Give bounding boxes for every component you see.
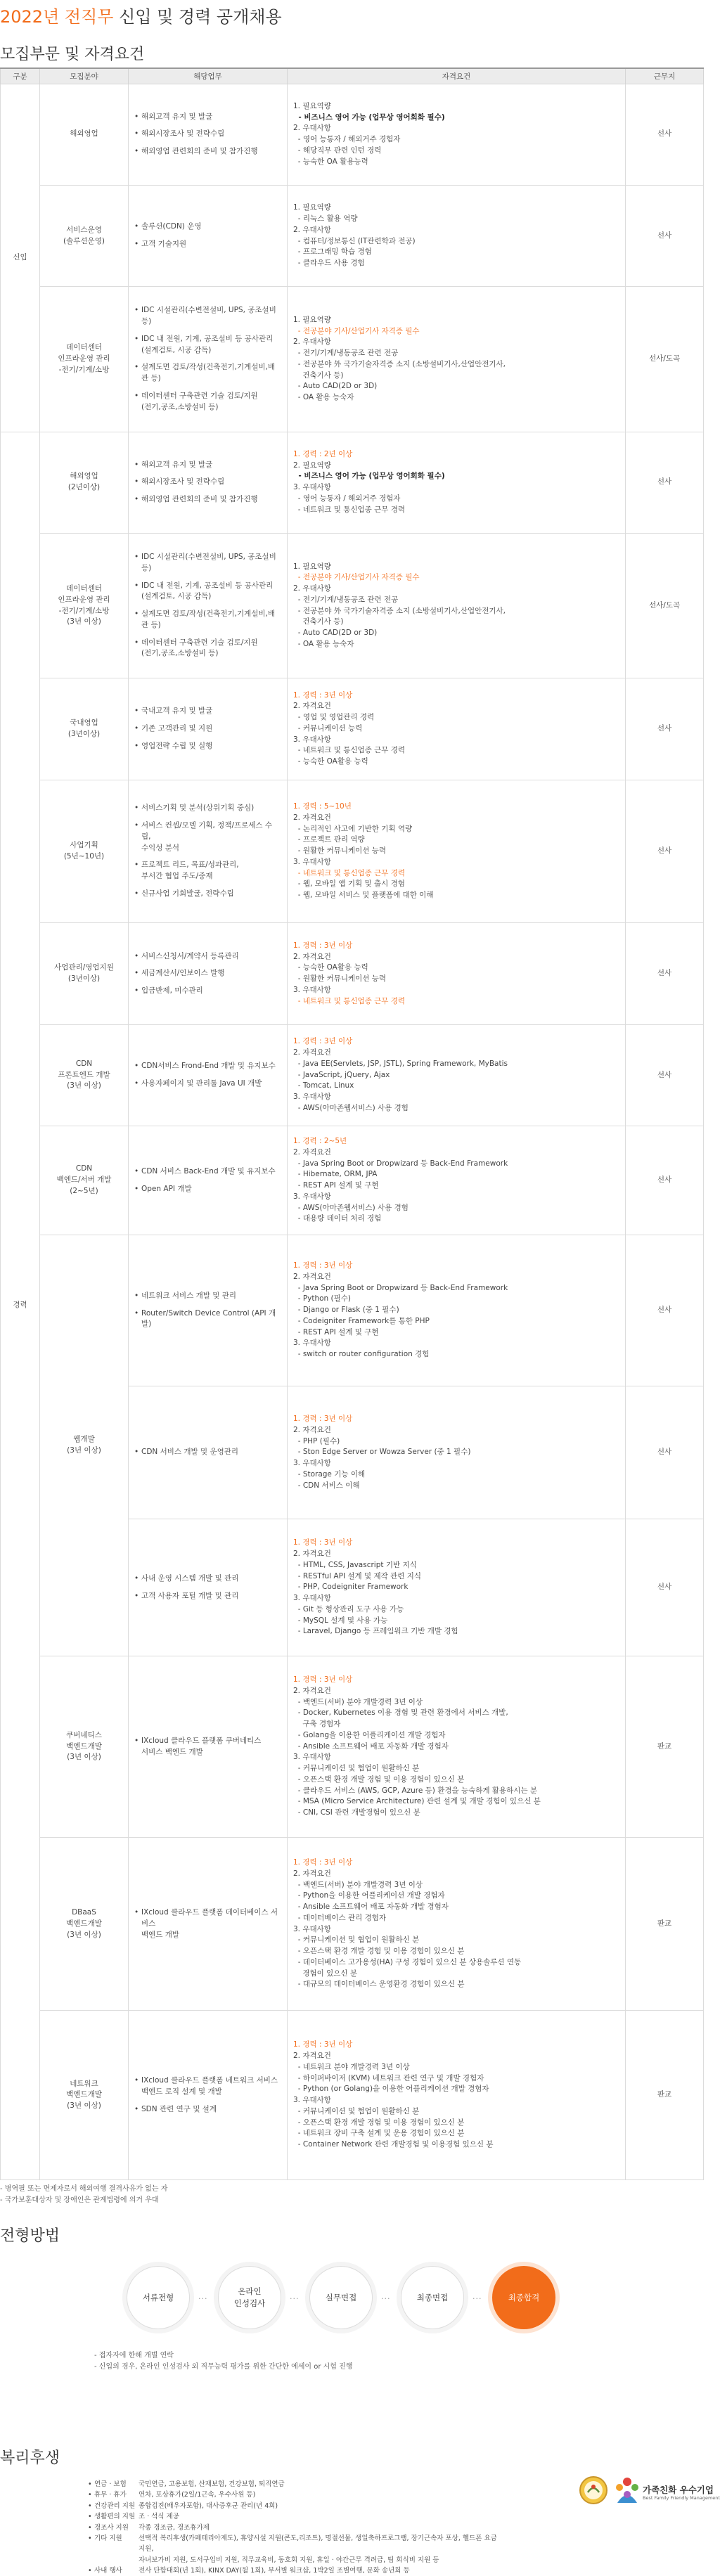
duty-item: • 사내 운영 시스템 개발 및 관리 — [134, 1573, 281, 1585]
step-connector: ··· — [472, 2294, 482, 2303]
requirement-line: - 컴퓨터/정보통신 (IT관련학과 전공) — [293, 236, 416, 245]
requirements-cell — [288, 84, 626, 185]
requirement-line: 2. 자격요건 — [293, 1048, 331, 1057]
duty-item: • 해외시장조사 및 전략수립 — [134, 129, 281, 140]
table-header-row — [1, 68, 704, 84]
location-cell: 판교 — [626, 1837, 704, 2010]
process-step: 실무면접 — [309, 2266, 373, 2329]
requirement-line: 1. 경력 : 3년 이상 — [293, 1858, 353, 1867]
requirement-line: 3. 우대사항 — [293, 735, 331, 744]
field-cell: 쿠버네티스 백엔드개발 (3년 이상) — [40, 1656, 129, 1838]
requirement-line: - AWS(아마존웹서비스) 사용 경험 — [293, 1103, 409, 1112]
duties-cell — [129, 1235, 288, 1386]
benefit-label: • 휴무 · 휴가 — [88, 2490, 139, 2500]
requirement-line: 3. 우대사항 — [293, 985, 331, 994]
requirement-line: - 커뮤니케이션 능력 — [293, 723, 363, 733]
requirement-line: 3. 우대사항 — [293, 1093, 331, 1102]
table-row — [1, 533, 704, 678]
benefit-label: • 연금 · 보험 — [88, 2479, 139, 2490]
duty-item: • CDN 서비스 개발 및 운영관리 — [134, 1447, 281, 1458]
benefits-list — [88, 2479, 503, 2576]
requirements-cell — [288, 1519, 626, 1656]
table-row — [1, 923, 704, 1024]
requirements-cell — [288, 185, 626, 286]
duty-item: • 고객 사용자 포털 개발 및 관리 — [134, 1591, 281, 1602]
duties-cell — [129, 1656, 288, 1838]
requirement-line: 1. 경력 : 3년 이상 — [293, 2040, 353, 2049]
requirement-line: - 네트워크 장비 구축 설계 및 운용 경험이 있으신 분 — [293, 2129, 465, 2138]
table-row — [1, 287, 704, 432]
requirement-line: 3. 우대사항 — [293, 1192, 331, 1201]
requirement-line: 2. 우대사항 — [293, 225, 331, 234]
requirement-line: - REST API 설계 및 구현 — [293, 1327, 379, 1337]
table-row — [1, 1126, 704, 1235]
process-notes — [94, 2350, 352, 2373]
duty-item: • 해외영업 관련회의 준비 및 참가진행 — [134, 146, 281, 157]
requirement-line: - 능숙한 OA활용 능력 — [293, 963, 368, 972]
benefit-value: 조 · 석식 제공 — [139, 2513, 179, 2521]
duties-cell — [129, 533, 288, 678]
requirement-line: - switch or router configuration 경험 — [293, 1350, 430, 1359]
duty-item: • 해외고객 유지 및 발굴 — [134, 460, 281, 471]
benefit-item — [88, 2479, 503, 2490]
requirement-line: 1. 경력 : 3년 이상 — [293, 1538, 353, 1547]
process-step: 최종면접 — [401, 2266, 464, 2329]
process-step: 서류전형 — [127, 2266, 190, 2329]
duties-cell — [129, 2011, 288, 2180]
requirement-line: 2. 자격요건 — [293, 813, 331, 822]
note-line: - 접자자에 한해 개별 연락 — [94, 2352, 174, 2359]
recruitment-table — [0, 67, 704, 2180]
family-friendly-logo-icon — [613, 2475, 641, 2507]
benefit-item — [88, 2511, 503, 2522]
requirement-line: - Java Spring Boot or Dropwizard 등 Back-End Framework — [293, 1283, 508, 1292]
duty-item: • 해외영업 관련회의 준비 및 참가진행 — [134, 494, 281, 505]
location-cell: 선사/도곡 — [626, 533, 704, 678]
duty-item: • 네트워크 서비스 개발 및 관리 — [134, 1291, 281, 1302]
requirement-line: - OA 활용 능숙자 — [293, 393, 354, 402]
requirement-line: - Codeigniter Framework를 통한 PHP — [293, 1316, 430, 1325]
requirement-line: 2. 자격요건 — [293, 1686, 331, 1695]
requirement-line: - 네트워크 및 통신업종 근무 경력 — [293, 746, 406, 755]
requirement-line: 2. 자격요건 — [293, 1425, 331, 1434]
location-cell: 선사/도곡 — [626, 287, 704, 432]
note-line: - 국가보훈대상자 및 장애인은 관계법령에 의거 우대 — [0, 2196, 159, 2204]
requirement-line: 1. 경력 : 3년 이상 — [293, 941, 353, 950]
requirement-line: 1. 경력 : 2~5년 — [293, 1137, 347, 1146]
location-cell: 선사 — [626, 185, 704, 286]
requirement-line: - 하이퍼바이저 (KVM) 네트워크 관련 연구 및 개발 경험자 — [293, 2073, 484, 2082]
requirement-line: - 커뮤니케이션 및 협업이 원활하신 분 — [293, 1936, 420, 1945]
duties-cell — [129, 432, 288, 533]
requirements-cell — [288, 533, 626, 678]
requirement-line: - 대용량 데이터 처리 경험 — [293, 1214, 382, 1223]
duties-cell — [129, 1837, 288, 2010]
requirement-line: - CNI, CSI 관련 개발경험이 있으신 분 — [293, 1808, 420, 1817]
requirement-line: - 전공분야 外 국가기술자격증 소지 (소방설비기사,산업안전기사, 건축기사 등) — [297, 359, 506, 380]
benefit-item — [88, 2501, 503, 2511]
requirement-line: - Laravel, Django 등 프레임워크 기반 개발 경험 — [293, 1627, 458, 1636]
location-cell: 선사 — [626, 1024, 704, 1126]
duty-item: • CDN서비스 Frond-End 개발 및 유지보수 — [134, 1061, 281, 1072]
requirement-line: - PHP (필수) — [293, 1436, 340, 1445]
requirement-line: - 네트워크 및 통신업종 근무 경력 — [293, 505, 406, 514]
requirement-line: 2. 자격요건 — [293, 1869, 331, 1878]
benefit-item — [88, 2565, 503, 2576]
benefit-value: 전사 단합대회(년 1회), KINX DAY(월 1회), 부서별 워크샵, 1박2일 조별여행, 문화 송년회 등 — [139, 2567, 410, 2575]
location-cell: 선사 — [626, 432, 704, 533]
duties-cell — [129, 923, 288, 1024]
requirement-line: 1. 필요역량 — [293, 562, 331, 571]
process-step: 온라인 인성검사 — [218, 2266, 281, 2329]
benefit-label: • 기타 지원 — [88, 2533, 139, 2565]
requirement-line: - Hibernate, ORM, JPA — [293, 1170, 378, 1179]
benefit-value: 각종 경조금, 경조휴가제 — [139, 2523, 210, 2532]
column-header: 근무지 — [626, 68, 704, 84]
duties-cell — [129, 1519, 288, 1656]
requirement-line: - 비즈니스 영어 가능 (업무상 영어회화 필수) — [293, 112, 445, 122]
requirement-line: - Ston Edge Server or Wowza Server (중 1 필수) — [293, 1448, 471, 1457]
requirement-line: 2. 우대사항 — [293, 584, 331, 593]
certification-logos — [578, 2473, 720, 2509]
requirement-line: - 전공분야 기사/산업기사 자격증 필수 — [293, 573, 420, 582]
requirement-line: - Docker, Kubernetes 이용 경험 및 관련 환경에서 서비스 개발, 구축 경험자 — [297, 1708, 508, 1729]
location-cell: 선사 — [626, 1386, 704, 1519]
requirement-line: 3. 우대사항 — [293, 1924, 331, 1933]
note-line: - 병역필 또는 면제자로서 해외여행 결격사유가 없는 자 — [0, 2185, 168, 2193]
duties-cell — [129, 780, 288, 923]
requirement-line: 1. 경력 : 3년 이상 — [293, 1675, 353, 1685]
requirements-cell — [288, 1235, 626, 1386]
duty-item: • 사용자페이지 및 관리툴 Java UI 개발 — [134, 1078, 281, 1090]
location-cell: 선사 — [626, 84, 704, 185]
requirement-line: - MySQL 설계 및 사용 가능 — [293, 1616, 388, 1625]
location-cell: 선사 — [626, 1126, 704, 1235]
table-row — [1, 1656, 704, 1838]
duty-item: • 신규사업 기회발굴, 전략수립 — [134, 889, 281, 900]
requirements-cell — [288, 1024, 626, 1126]
requirement-line: 2. 우대사항 — [293, 337, 331, 347]
table-row — [1, 1024, 704, 1126]
requirement-line: - 커뮤니케이션 및 협업이 원활하신 분 — [293, 2106, 420, 2115]
requirement-line: 1. 필요역량 — [293, 315, 331, 324]
field-cell: DBaaS 백엔드개발 (3년 이상) — [40, 1837, 129, 2010]
category-cell: 경력 — [1, 432, 40, 2180]
duty-item: • 설계도면 검토/작성(건축전기,기계설비,배관 등) — [134, 362, 281, 385]
requirement-line: - REST API 설계 및 구현 — [293, 1181, 379, 1190]
requirement-line: - 대규모의 데이터베이스 운영환경 경험이 있으신 분 — [293, 1980, 465, 1989]
requirement-line: - 해당직무 관련 인턴 경력 — [293, 146, 382, 155]
table-row — [1, 84, 704, 185]
requirement-line: 1. 경력 : 3년 이상 — [293, 1037, 353, 1046]
requirement-line: 2. 자격요건 — [293, 952, 331, 961]
requirement-line: - MSA (Micro Service Architecture) 관련 설계 및 개발 경험이 있으신 분 — [293, 1797, 541, 1806]
requirement-line: - Auto CAD(2D or 3D) — [293, 382, 378, 391]
field-cell: 데이터센터 인프라운영 관리 -전기/기계/소방 (3년 이상) — [40, 533, 129, 678]
benefit-item — [88, 2490, 503, 2500]
step-connector: ··· — [198, 2294, 208, 2303]
requirement-line: 1. 경력 : 2년 이상 — [293, 449, 353, 458]
requirement-line: - Golang을 이용한 어플리케이션 개발 경험자 — [293, 1730, 446, 1739]
table-row — [1, 432, 704, 533]
duty-item: • Open API 개발 — [134, 1184, 281, 1195]
requirement-line: - 전공분야 外 국가기술자격증 소지 (소방설비기사,산업안전기사, 건축기사 등) — [297, 606, 506, 626]
duty-item: • 프로젝트 리드, 목표/성과관리, 부서간 협업 주도/중재 — [134, 860, 281, 882]
requirements-cell — [288, 287, 626, 432]
requirement-line: 2. 자격요건 — [293, 2052, 331, 2061]
requirement-line: 1. 필요역량 — [293, 203, 331, 212]
benefit-value: 국민연금, 고용보험, 산재보험, 건강보험, 퇴직연금 — [139, 2480, 285, 2488]
requirement-line: 3. 우대사항 — [293, 1339, 331, 1348]
location-cell: 선사 — [626, 678, 704, 780]
section-title-benefits: 복리후생 — [0, 2449, 60, 2467]
requirement-line: - Tomcat, Linux — [293, 1081, 354, 1090]
requirement-line: - AWS(아마존웹서비스) 사용 경험 — [293, 1203, 409, 1212]
duties-cell — [129, 1126, 288, 1235]
duty-item: • IXcloud 클라우드 플랫폼 네트워크 서비스 백엔드 로직 설계 및 개발 — [134, 2075, 281, 2098]
requirements-cell — [288, 1656, 626, 1838]
duty-item: • 기존 고객관리 및 지원 — [134, 723, 281, 735]
location-cell: 선사 — [626, 1519, 704, 1656]
section-title-process: 전형방법 — [0, 2227, 60, 2245]
field-cell: 사업관리/영업지원 (3년이상) — [40, 923, 129, 1024]
requirement-line: - 웹, 모바일 서비스 및 플랫폼에 대한 이해 — [293, 891, 434, 900]
requirements-cell — [288, 1837, 626, 2010]
requirement-line: - 전공분야 기사/산업기사 자격증 필수 — [293, 326, 420, 335]
requirements-cell — [288, 780, 626, 923]
requirement-line: - 네트워크 및 통신업종 근무 경력 — [293, 868, 406, 877]
duty-item: • 솔루션(CDN) 운영 — [134, 221, 281, 233]
requirement-line: - Python (필수) — [293, 1294, 352, 1303]
field-cell: 서비스운영 (솔루션운영) — [40, 185, 129, 286]
duty-item: • 영업전략 수립 및 실행 — [134, 741, 281, 752]
hiring-process — [112, 2266, 562, 2329]
requirement-line: - 데이터베이스 고가용성(HA) 구성 경험이 있으신 분 상용솔루션 연동 경험이 있으신 분 — [297, 1957, 522, 1978]
requirement-line: 2. 자격요건 — [293, 1550, 331, 1559]
requirement-line: 2. 자격요건 — [293, 1272, 331, 1281]
benefit-value: 연차, 포상휴가(2일/1근속, 우수사원 등) — [139, 2491, 256, 2499]
requirement-line: 3. 우대사항 — [293, 2096, 331, 2105]
requirement-line: 1. 경력 : 3년 이상 — [293, 1261, 353, 1270]
requirement-line: - 능숙한 OA 활용능력 — [293, 157, 368, 166]
step-connector: ··· — [290, 2294, 300, 2303]
duty-item: • 설계도면 검토/작성(건축전기,기계설비,배관 등) — [134, 609, 281, 631]
duties-cell — [129, 1024, 288, 1126]
duty-item: • IDC 내 전원, 기계, 공조설비 등 공사관리 (설계검토, 시공 감독) — [134, 581, 281, 603]
duty-item: • Router/Switch Device Control (API 개발) — [134, 1308, 281, 1331]
family-friendly-subtitle: Best Family Friendly Management — [643, 2495, 720, 2501]
duty-item: • 데이터센터 구축관련 기술 검토/지원 (전기,공조,소방설비 등) — [134, 391, 281, 413]
requirement-line: 2. 자격요건 — [293, 702, 331, 711]
step-connector: ··· — [381, 2294, 391, 2303]
table-row — [1, 780, 704, 923]
duty-item: • 세금계산서/인보이스 발행 — [134, 968, 281, 979]
duty-item: • 고객 기술지원 — [134, 239, 281, 250]
requirement-line: - Ansible 소프트웨어 배포 자동화 개발 경험자 — [293, 1741, 449, 1751]
field-cell: 웹개발 (3년 이상) — [40, 1235, 129, 1656]
column-header: 해당업무 — [129, 68, 288, 84]
column-header: 구분 — [1, 68, 40, 84]
requirement-line: - Java EE(Servlets, JSP, JSTL), Spring Framework, MyBatis — [293, 1059, 508, 1068]
field-cell: 국내영업 (3년이상) — [40, 678, 129, 780]
requirements-cell — [288, 678, 626, 780]
requirements-cell — [288, 1386, 626, 1519]
field-cell: 해외영업 (2년이상) — [40, 432, 129, 533]
table-row — [1, 2011, 704, 2180]
requirement-line: - Java Spring Boot or Dropwizard 등 Back-End Framework — [293, 1159, 508, 1168]
family-friendly-title: 가족친화 우수기업 — [643, 2485, 714, 2495]
requirement-line: - 전기/기계/냉동공조 관련 전공 — [293, 595, 399, 604]
requirement-line: - 비즈니스 영어 가능 (업무상 영어회화 필수) — [293, 472, 445, 481]
requirement-line: 3. 우대사항 — [293, 857, 331, 866]
table-row — [1, 1235, 704, 1386]
requirement-line: - Django or Flask (중 1 필수) — [293, 1306, 399, 1315]
duty-item: • SDN 관련 연구 및 설계 — [134, 2104, 281, 2115]
requirement-line: - OA 활용 능숙자 — [293, 639, 354, 648]
duty-item: • 해외시장조사 및 전략수립 — [134, 477, 281, 488]
requirement-line: - 프로젝트 관리 역량 — [293, 835, 365, 844]
requirement-line: - 네트워크 및 통신업종 근무 경력 — [293, 996, 406, 1005]
benefit-label: • 경조사 지원 — [88, 2523, 139, 2533]
duties-cell — [129, 185, 288, 286]
requirement-line: 1. 경력 : 3년 이상 — [293, 1415, 353, 1424]
requirement-line: - Container Network 관련 개발경험 및 이용경험 있으신 분 — [293, 2140, 494, 2149]
requirement-line: - HTML, CSS, Javascript 기반 지식 — [293, 1560, 417, 1569]
requirement-line: 3. 우대사항 — [293, 1459, 331, 1468]
duty-item: • CDN 서비스 Back-End 개발 및 유지보수 — [134, 1166, 281, 1178]
duty-item: • IDC 내 전원, 기계, 공조설비 등 공사관리 (설계검토, 시공 감독) — [134, 334, 281, 356]
duty-item: • 입금반제, 미수관리 — [134, 986, 281, 997]
requirement-line: 1. 경력 : 3년 이상 — [293, 690, 353, 700]
location-cell: 판교 — [626, 1656, 704, 1838]
requirement-line: - 영어 능통자 / 해외거주 경험자 — [293, 494, 401, 503]
requirement-line: - 오픈스택 환경 개발 경험 및 이용 경험이 있으신 분 — [293, 1947, 465, 1956]
requirement-line: 2. 필요역량 — [293, 461, 331, 470]
requirement-line: 2. 우대사항 — [293, 124, 331, 133]
requirement-line: - 커뮤니케이션 및 협업이 원활하신 분 — [293, 1764, 420, 1773]
requirement-line: - 리눅스 활용 역량 — [293, 214, 358, 224]
duty-item: • 서비스기획 및 분석(상위기획 중심) — [134, 803, 281, 814]
requirement-line: - PHP, Codeigniter Framework — [293, 1583, 409, 1592]
benefit-label: • 건강관리 지원 — [88, 2501, 139, 2511]
field-cell: 데이터센터 인프라운영 관리 -전기/기계/소방 — [40, 287, 129, 432]
requirement-line: 1. 필요역량 — [293, 101, 331, 110]
table-row — [1, 1837, 704, 2010]
duty-item: • IDC 시설관리(수변전설비, UPS, 공조설비 등) — [134, 305, 281, 328]
requirement-line: - 논리적인 사고에 기반한 기획 역량 — [293, 824, 413, 833]
benefit-label: • 생활편의 지원 — [88, 2511, 139, 2522]
requirement-line: - JavaScript, jQuery, Ajax — [293, 1070, 390, 1079]
requirement-line: - 영어 능통자 / 해외거주 경험자 — [293, 135, 401, 144]
requirement-line: - RESTful API 설계 및 제작 관련 지식 — [293, 1571, 422, 1580]
requirement-line: 1. 경력 : 5~10년 — [293, 802, 352, 811]
requirement-line: - Python을 이용한 어플리케이션 개발 경험자 — [293, 1891, 445, 1900]
location-cell: 선사 — [626, 1235, 704, 1386]
requirements-cell — [288, 923, 626, 1024]
requirement-line: - CDN 서비스 이해 — [293, 1481, 360, 1490]
requirement-line: 3. 우대사항 — [293, 483, 331, 492]
requirement-line: - 백엔드(서버) 분야 개발경력 3년 이상 — [293, 1697, 423, 1706]
duty-item: • IDC 시설관리(수변전설비, UPS, 공조설비 등) — [134, 552, 281, 574]
requirement-line: - Python (or Golang)을 이용한 어플리케이션 개발 경험자 — [293, 2085, 489, 2094]
duty-item: • 서비스신청서/계약서 등록관리 — [134, 951, 281, 962]
requirements-cell — [288, 2011, 626, 2180]
field-cell: CDN 프론트엔드 개발 (3년 이상) — [40, 1024, 129, 1126]
category-cell: 신입 — [1, 84, 40, 432]
recruitment-notes — [0, 2184, 167, 2206]
field-cell: CDN 백엔드/서버 개발 (2~5년) — [40, 1126, 129, 1235]
requirement-line: - Storage 기능 이해 — [293, 1469, 366, 1479]
requirement-line: - 오픈스택 환경 개발 경험 및 이용 경험이 있으신 분 — [293, 2118, 465, 2127]
benefit-item — [88, 2523, 503, 2533]
requirement-line: - 오픈스택 환경 개발 경험 및 이용 경험이 있으신 분 — [293, 1775, 465, 1784]
duty-item: • 해외고객 유지 및 발굴 — [134, 112, 281, 123]
requirement-line: - Auto CAD(2D or 3D) — [293, 629, 378, 637]
duty-item: • 데이터센터 구축관련 기술 검토/지원 (전기,공조,소방설비 등) — [134, 638, 281, 660]
duty-item: • IXcloud 클라우드 플랫폼 쿠버네티스 서비스 백엔드 개발 — [134, 1736, 281, 1758]
location-cell: 판교 — [626, 2011, 704, 2180]
requirement-line: - 데이터베이스 관리 경험자 — [293, 1913, 387, 1922]
requirement-line: - 네트워크 분야 개발경력 3년 이상 — [293, 2062, 410, 2071]
page-title: 2022년 전직무 신입 및 경력 공개채용 — [0, 7, 282, 27]
benefit-label: • 사내 행사 — [88, 2565, 139, 2576]
requirement-line: - 능숙한 OA활용 능력 — [293, 757, 368, 766]
section-title-recruitment: 모집부문 및 자격요건 — [0, 46, 145, 63]
note-line: - 신입의 경우, 온라인 인성검사 외 직무능력 평가를 위한 간단한 에세이 or 시험 진행 — [94, 2363, 353, 2371]
location-cell: 선사 — [626, 923, 704, 1024]
location-cell: 선사 — [626, 780, 704, 923]
requirement-line: - 웹, 모바일 앱 기획 및 출시 경험 — [293, 880, 405, 889]
requirement-line: 2. 자격요건 — [293, 1147, 331, 1157]
requirement-line: - 전기/기계/냉동공조 관련 전공 — [293, 349, 399, 358]
duty-item: • 국내고객 유지 및 발굴 — [134, 706, 281, 717]
requirement-line: - 클라우드 서비스 (AWS, GCP, Azure 등) 환경을 능숙하게 활용하시는 분 — [293, 1786, 538, 1795]
duties-cell — [129, 678, 288, 780]
requirement-line: 3. 우대사항 — [293, 1753, 331, 1762]
table-row — [1, 185, 704, 286]
field-cell: 사업기획 (5년~10년) — [40, 780, 129, 923]
duty-item: • 서비스 컨셉/모델 기획, 정책/프로세스 수립, 수익성 분석 — [134, 820, 281, 854]
duties-cell — [129, 1386, 288, 1519]
requirement-line: - 원활한 커뮤니케이션 능력 — [293, 974, 387, 984]
requirement-line: - 백엔드(서버) 분야 개발경력 3년 이상 — [293, 1880, 423, 1889]
requirements-cell — [288, 1126, 626, 1235]
duty-item: • IXcloud 클라우드 플랫폼 데이터베이스 서비스 백엔드 개발 — [134, 1907, 281, 1940]
benefit-value: 종합검진(배우자포함), 대사증후군 관리(년 4회) — [139, 2501, 278, 2510]
requirement-line: 3. 우대사항 — [293, 1594, 331, 1603]
process-step-final: 최종합격 — [492, 2266, 555, 2329]
requirement-line: - 영업 및 영업관리 경력 — [293, 713, 375, 722]
requirement-line: - 원활한 커뮤니케이션 능력 — [293, 846, 387, 856]
requirement-line: - 프로그래밍 학습 경험 — [293, 247, 372, 257]
duties-cell — [129, 84, 288, 185]
table-row — [1, 678, 704, 780]
field-cell: 네트워크 백엔드개발 (3년 이상) — [40, 2011, 129, 2180]
requirements-cell — [288, 432, 626, 533]
column-header: 자격요건 — [288, 68, 626, 84]
column-header: 모집분야 — [40, 68, 129, 84]
requirement-line: - Ansible 소프트웨어 배포 자동화 개발 경험자 — [293, 1902, 449, 1912]
benefit-item — [88, 2533, 503, 2565]
requirement-line: - 클라우드 사용 경험 — [293, 259, 365, 268]
duties-cell — [129, 287, 288, 432]
requirement-line: - Git 등 형상관리 도구 사용 가능 — [293, 1604, 404, 1614]
field-cell: 해외영업 — [40, 84, 129, 185]
benefit-value: 선택적 복리후생(카페테리아제도), 휴양시설 지원(콘도,리조트), 명절선물, 생일축하프로그램, 장기근속자 포상, 헬드폰 요금 지원, 자녀보가비 지원, 도서구입비 지원, 직무교육비, 동호회 지원, 휴일 · 야간근무 격려금, 팀 회식비 지원 등 — [139, 2534, 497, 2564]
